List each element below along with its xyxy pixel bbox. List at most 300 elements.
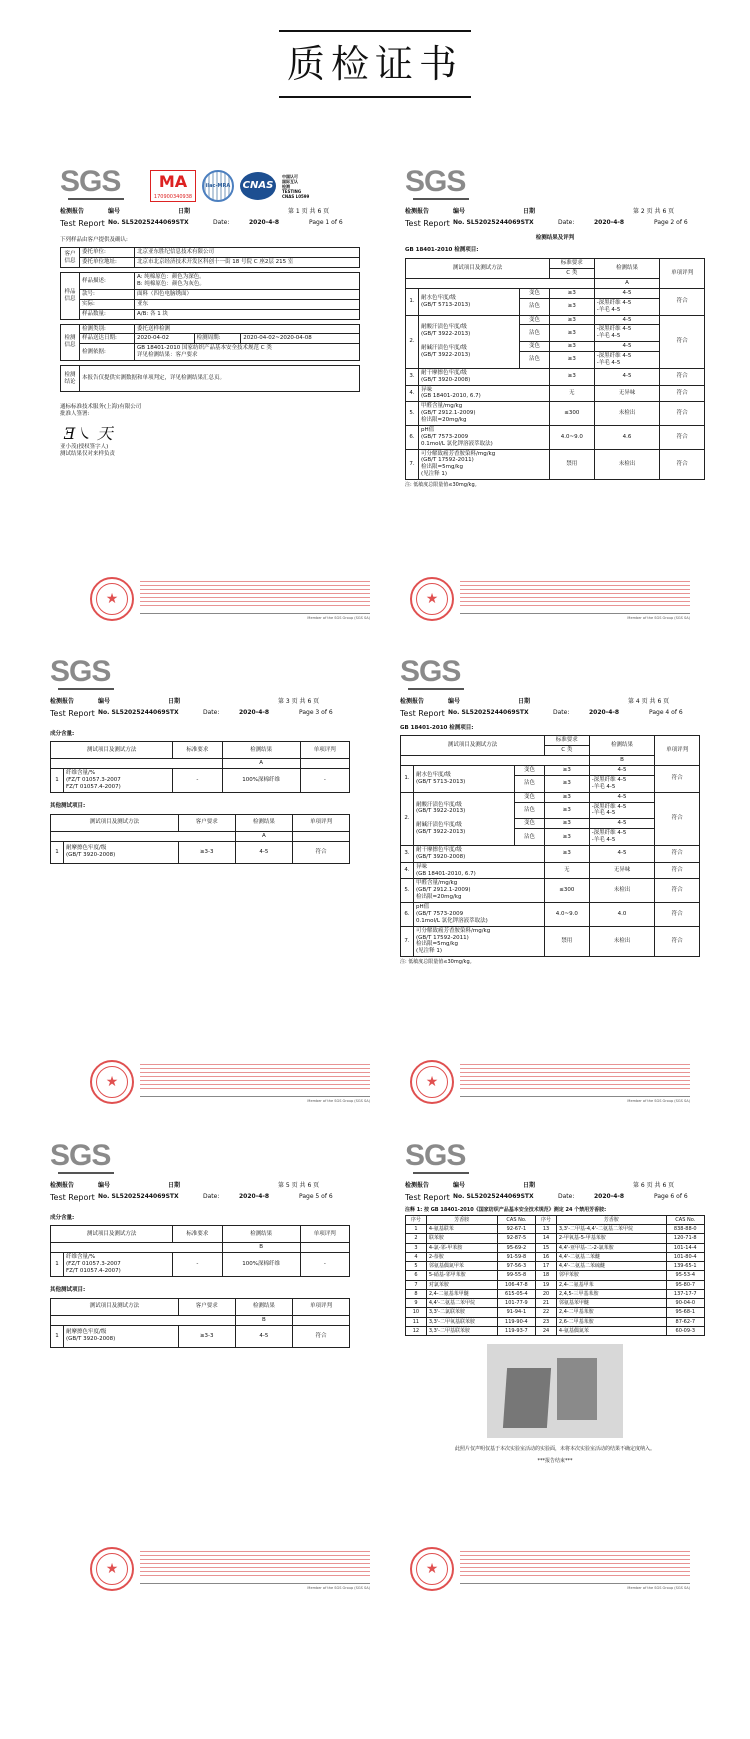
row-verdict: 符合	[292, 1325, 349, 1347]
sgs-logo: SGS	[50, 1139, 111, 1172]
col-client: 客户要求	[178, 1298, 235, 1315]
sgs-logo: SGS	[405, 165, 466, 198]
row-std: -	[173, 1253, 222, 1277]
row-no: 5.	[401, 879, 414, 903]
table-row	[406, 1289, 705, 1298]
row-no: 2.	[406, 315, 419, 368]
amine-cell: 4,4'-二氨基二苯甲烷	[426, 1299, 497, 1308]
row-result: 4.0	[589, 903, 655, 927]
row-verdict: 符合	[655, 845, 700, 862]
sub-name: 变色	[515, 792, 545, 802]
row-result: -深黑纤维 4-5 -羊毛 4-5	[589, 802, 655, 819]
row-no: 5.	[406, 402, 419, 426]
date-cn: 日期	[523, 1182, 536, 1189]
amine-cell: 13	[536, 1225, 557, 1234]
row-verdict: 符合	[660, 385, 705, 402]
page-cn: 第 2 页 共 6 页	[633, 208, 675, 215]
report-en: Test Report	[60, 218, 105, 228]
report-cn: 检测报告	[405, 208, 430, 215]
page-en: Page 3 of 6	[299, 708, 333, 716]
date-cn: 日期	[168, 1182, 181, 1189]
col-standard: 标准要求	[173, 1226, 222, 1243]
page-cn: 第 5 页 共 6 页	[278, 1182, 320, 1189]
col-name: 芳香胺	[426, 1215, 497, 1224]
conclusion-table	[60, 365, 360, 392]
sgs-stamp-footer	[400, 1058, 700, 1108]
row-item: 甲醛含量/mg/kg (GB/T 2912.1-2009) 检出限=20mg/kg	[414, 879, 545, 903]
report-cn: 检测报告	[405, 1182, 430, 1189]
page-en: Page 5 of 6	[299, 1192, 333, 1200]
date-cn: 日期	[178, 208, 191, 215]
date-value: 2020-4-8	[239, 708, 270, 716]
row-verdict: -	[300, 1253, 349, 1277]
row-item: 耐干摩擦色牢度/级 (GB/T 3920-2008)	[419, 368, 550, 385]
amine-cell: 101-14-4	[666, 1243, 704, 1252]
no-label: 编号	[98, 1182, 111, 1189]
page-en: Page 2 of 6	[654, 218, 688, 226]
amine-cell: 2,6-二甲基苯胺	[556, 1317, 666, 1326]
col-client: 客户要求	[178, 814, 235, 831]
page-en: Page 6 of 6	[654, 1192, 688, 1200]
group-label: 检测信息	[61, 324, 80, 361]
field-label: 实际:	[80, 299, 135, 309]
field-label: 样品描述:	[80, 273, 135, 290]
sgs-stamp-footer	[80, 575, 380, 625]
other-table	[50, 1298, 350, 1348]
amine-cell: 91-94-1	[497, 1308, 535, 1317]
member-text: Member of the SGS Group (SGS SA)	[307, 1099, 370, 1103]
amine-cell: 4,4'-二氨基二苯硫醚	[556, 1262, 666, 1271]
col-no: 序号	[536, 1215, 557, 1224]
amine-cell: 4-氯-邻-甲苯胺	[426, 1243, 497, 1252]
report-no: No. SL52025244069STX	[448, 708, 529, 716]
sgs-stamp-footer	[80, 1545, 380, 1595]
row-result: 未检出	[589, 879, 655, 903]
sub-name: 变色	[520, 315, 550, 325]
page-en: Page 1 of 6	[309, 218, 343, 226]
row-item: 耐水色牢度/级 (GB/T 5713-2013)	[414, 766, 515, 793]
sgs-stamp-footer	[400, 575, 700, 625]
amine-cell: 3,3'-二甲基联苯胺	[426, 1326, 497, 1335]
ma-logo: MA 170900340938	[150, 170, 196, 202]
page-title: 质检证书	[279, 30, 471, 98]
fabric-swatch-a	[503, 1368, 551, 1428]
amine-cell: 99-55-8	[497, 1271, 535, 1280]
table-row	[406, 1326, 705, 1335]
amine-cell: 119-93-7	[497, 1326, 535, 1335]
amine-cell: 15	[536, 1243, 557, 1252]
col-result: 检测结果	[235, 814, 292, 831]
report-cn: 检测报告	[60, 208, 85, 215]
amine-note: 注释 1: 按 GB 18401-2010《国家纺织产品基本安全技术规范》测定 24 个禁用芳香胺:	[405, 1206, 607, 1213]
cnas-logo: CNAS	[240, 172, 276, 200]
col-verdict: 单项评判	[300, 742, 349, 759]
report-end: ***报告结束***	[537, 1458, 573, 1465]
red-seal: ★	[90, 1547, 134, 1591]
col-verdict: 单项评判	[660, 259, 705, 289]
col-item: 测试项目及测试方法	[406, 259, 550, 279]
amine-cell: 19	[536, 1280, 557, 1289]
row-verdict: 符合	[655, 792, 700, 845]
no-label: 编号	[453, 208, 466, 215]
row-result: 4-5	[594, 288, 660, 298]
sample-id: A	[235, 831, 292, 841]
signer-note: 测试结果仅对来样负责	[60, 450, 116, 457]
amine-cell: 101-77-9	[497, 1299, 535, 1308]
row-verdict: 符合	[660, 402, 705, 426]
page-en: Page 4 of 6	[649, 708, 683, 716]
table-row	[406, 1252, 705, 1261]
sub-name: 沾色	[520, 352, 550, 369]
row-result: -深黑纤维 4-5 -羊毛 4-5	[594, 352, 660, 369]
amine-cell: 2-萘胺	[426, 1252, 497, 1261]
group-label: 样品信息	[61, 273, 80, 319]
no-label: 编号	[108, 208, 121, 215]
amine-cell: 22	[536, 1308, 557, 1317]
row-no: 1	[51, 1325, 64, 1347]
sub-name: 沾色	[520, 298, 550, 315]
amine-cell: 8	[406, 1289, 427, 1298]
field-label: 样品送达日期:	[80, 334, 135, 344]
row-result: 4-5	[589, 845, 655, 862]
row-verdict: 符合	[655, 766, 700, 793]
amine-cell: 7	[406, 1280, 427, 1289]
row-result: -深黑纤维 4-5 -羊毛 4-5	[589, 829, 655, 846]
fabric-swatch-b	[557, 1358, 597, 1420]
no-label: 编号	[453, 1182, 466, 1189]
sample-id: A	[594, 279, 660, 289]
table-row	[406, 1234, 705, 1243]
row-result: 无异味	[589, 862, 655, 879]
fine-print	[140, 1551, 370, 1577]
row-std: ≥3	[544, 819, 589, 829]
row-result: 未检出	[589, 926, 655, 957]
red-seal: ★	[410, 577, 454, 621]
amine-cell: 91-59-8	[497, 1252, 535, 1261]
row-result: 未检出	[594, 402, 660, 426]
sub-name: 变色	[515, 766, 545, 776]
amine-table	[405, 1215, 705, 1336]
table-row	[406, 1280, 705, 1289]
row-no: 6.	[406, 425, 419, 449]
red-seal: ★	[410, 1547, 454, 1591]
row-verdict: 符合	[655, 879, 700, 903]
date-cn: 日期	[523, 208, 536, 215]
report-no: No. SL52025244069STX	[453, 1192, 534, 1200]
amine-cell: 95-68-1	[666, 1308, 704, 1317]
sample-photo	[487, 1344, 623, 1438]
report-page-3	[50, 656, 350, 864]
table-row	[406, 1308, 705, 1317]
date-value: 2020-4-8	[249, 218, 280, 226]
red-seal: ★	[90, 577, 134, 621]
amine-cell: 90-04-0	[666, 1299, 704, 1308]
amine-cell: 2	[406, 1234, 427, 1243]
no-label: 编号	[98, 698, 111, 705]
amine-cell: 120-71-8	[666, 1234, 704, 1243]
col-name: 芳香胺	[556, 1215, 666, 1224]
sample-info-table	[60, 272, 360, 319]
col-item: 测试项目及测试方法	[51, 814, 179, 831]
amine-cell: 95-80-7	[666, 1280, 704, 1289]
sgs-logo: SGS	[400, 655, 461, 688]
col-cas: CAS No.	[666, 1215, 704, 1224]
row-std: ≥3	[544, 775, 589, 792]
row-result: 无异味	[594, 385, 660, 402]
row-verdict: 符合	[660, 315, 705, 368]
field-label: 委托单位地址:	[80, 258, 135, 268]
amine-cell: 95-69-2	[497, 1243, 535, 1252]
sgs-logo: SGS	[50, 655, 111, 688]
row-result: 4-5	[594, 368, 660, 385]
row-verdict: -	[300, 769, 349, 793]
row-verdict: 符合	[655, 926, 700, 957]
col-standard: 标准要求	[544, 736, 589, 746]
row-verdict: 符合	[660, 288, 705, 315]
row-result: -深黑纤维 4-5 -羊毛 4-5	[589, 775, 655, 792]
report-page-4	[400, 656, 700, 965]
page-cn: 第 1 页 共 6 页	[288, 208, 330, 215]
amine-cell: 2,4-二氨基苯甲醚	[426, 1289, 497, 1298]
amine-cell: 5-硝基-邻甲苯胺	[426, 1271, 497, 1280]
row-item: 异味 (GB 18401-2010, 6.7)	[414, 862, 545, 879]
report-en: Test Report	[400, 708, 445, 718]
report-no: No. SL52025244069STX	[108, 218, 189, 226]
row-result: 4-5	[589, 766, 655, 776]
row-item: 纤维含量/% (FZ/T 01057.3-2007 FZ/T 01057.4-2007)	[64, 769, 173, 793]
sgs-logo: SGS	[60, 165, 121, 198]
date-cn: 日期	[168, 698, 181, 705]
row-item: 甲醛含量/mg/kg (GB/T 2912.1-2009) 检出限=20mg/kg	[419, 402, 550, 426]
row-std: ≥3	[549, 342, 594, 352]
sub-name: 沾色	[515, 775, 545, 792]
row-verdict: 符合	[660, 449, 705, 480]
row-no: 1.	[401, 766, 414, 793]
date-value: 2020-4-8	[594, 1192, 625, 1200]
member-text: Member of the SGS Group (SGS SA)	[627, 1586, 690, 1590]
row-std: ≥3	[549, 325, 594, 342]
amine-cell: 20	[536, 1289, 557, 1298]
results-table	[405, 258, 705, 480]
sgs-underline	[408, 688, 464, 690]
amine-cell: 119-90-4	[497, 1317, 535, 1326]
col-verdict: 单项评判	[292, 814, 349, 831]
ilac-logo: ilac-MRA	[202, 170, 234, 202]
amine-cell: 对氯苯胺	[426, 1280, 497, 1289]
signer-name: 亚小茂(授权签字人)	[60, 443, 109, 450]
sgs-stamp-footer	[400, 1545, 700, 1595]
field-value: 北京市北京经济技术开发区科创十一街 18 号院 C 座2层 215 室	[135, 258, 360, 268]
amine-cell: 4,4'-二氨基二苯醚	[556, 1252, 666, 1261]
page-cn: 第 3 页 共 6 页	[278, 698, 320, 705]
fiber-table	[50, 1225, 350, 1277]
report-en: Test Report	[405, 218, 450, 228]
row-verdict: 符合	[292, 841, 349, 863]
row-item: 可分解致癌芳香胺染料/mg/kg (GB/T 17592-2011) 检出限=5mg/kg (见注释 1)	[414, 926, 545, 957]
sgs-logo: SGS	[405, 1139, 466, 1172]
amine-cell: 2-甲氧基-5-甲基苯胺	[556, 1234, 666, 1243]
intro-text: 下列样品由客户提供及确认:	[60, 236, 128, 243]
row-item: 耐酸汗渍色牢度/级 (GB/T 3922-2013) 耐碱汗渍色牢度/级 (GB/T 3922-2013)	[419, 315, 520, 368]
row-no: 1	[51, 1253, 64, 1277]
amine-cell: 139-65-1	[666, 1262, 704, 1271]
amine-cell: 87-62-7	[666, 1317, 704, 1326]
amine-cell: 101-80-4	[666, 1252, 704, 1261]
row-std: 4.0~9.0	[549, 425, 594, 449]
amine-cell: 3,3'-二甲氧基联苯胺	[426, 1317, 497, 1326]
date-value: 2020-4-8	[589, 708, 620, 716]
date-label: Date:	[558, 218, 575, 226]
table-row	[406, 1243, 705, 1252]
row-no: 4.	[406, 385, 419, 402]
report-page-2	[405, 166, 705, 488]
col-standard: 标准要求	[173, 742, 222, 759]
row-verdict: 符合	[655, 903, 700, 927]
amine-cell: 2,4-二甲基苯胺	[556, 1308, 666, 1317]
section-fiber: 成分含量:	[50, 730, 75, 737]
report-cn: 检测报告	[400, 698, 425, 705]
sub-name: 沾色	[515, 829, 545, 846]
sub-name: 变色	[520, 288, 550, 298]
row-no: 1	[51, 769, 64, 793]
row-std: ≥3-3	[178, 1325, 235, 1347]
section-fiber: 成分含量:	[50, 1214, 75, 1221]
report-en: Test Report	[50, 1192, 95, 1202]
col-verdict: 单项评判	[300, 1226, 349, 1243]
row-std: ≥3	[549, 315, 594, 325]
date-value: 2020-4-8	[594, 218, 625, 226]
report-cn: 检测报告	[50, 1182, 75, 1189]
member-text: Member of the SGS Group (SGS SA)	[307, 1586, 370, 1590]
amine-cell: 16	[536, 1252, 557, 1261]
sgs-underline	[68, 198, 124, 200]
sample-id: A	[222, 759, 300, 769]
field-value: 北京亚东胜纪信息技术有限公司	[135, 248, 360, 258]
row-std: ≤300	[544, 879, 589, 903]
row-std: ≥3	[544, 792, 589, 802]
client-info-table	[60, 247, 360, 268]
field-value: A/B: 各 1 块	[135, 309, 360, 319]
col-item: 测试项目及测试方法	[401, 736, 545, 756]
sub-name: 变色	[515, 819, 545, 829]
report-page-1	[60, 166, 360, 458]
amine-cell: 5	[406, 1262, 427, 1271]
field-label: 检测类别:	[80, 324, 135, 334]
date-label: Date:	[558, 1192, 575, 1200]
row-no: 1	[51, 841, 64, 863]
sample-id: B	[222, 1243, 300, 1253]
date-label: Date:	[553, 708, 570, 716]
section-other: 其他测试项目:	[50, 1286, 86, 1293]
report-no: No. SL52025244069STX	[453, 218, 534, 226]
row-result: 4-5	[594, 315, 660, 325]
table-row	[406, 1317, 705, 1326]
row-no: 7.	[401, 926, 414, 957]
row-std: 无	[544, 862, 589, 879]
col-item: 测试项目及测试方法	[51, 742, 173, 759]
row-item: pH值 (GB/T 7573-2009 0.1mol/L 氯化钾溶液萃取法)	[414, 903, 545, 927]
fine-print	[460, 1064, 690, 1090]
col-result: 检测结果	[222, 742, 300, 759]
field-label: 委托单位:	[80, 248, 135, 258]
row-no: 7.	[406, 449, 419, 480]
amine-cell: 2,4-二氨基甲苯	[556, 1280, 666, 1289]
sgs-stamp-footer	[80, 1058, 380, 1108]
table-row	[406, 1225, 705, 1234]
amine-cell: 4-氨基偶氮苯	[556, 1326, 666, 1335]
amine-cell: 邻甲苯胺	[556, 1271, 666, 1280]
field-value: 2020-04-02~2020-04-08	[241, 334, 360, 344]
fine-print	[460, 581, 690, 607]
table-row	[406, 1271, 705, 1280]
amine-cell: 95-53-4	[666, 1271, 704, 1280]
row-item: 耐酸汗渍色牢度/级 (GB/T 3922-2013) 耐碱汗渍色牢度/级 (GB/T 3922-2013)	[414, 792, 515, 845]
amine-cell: 邻氨基偶氮甲苯	[426, 1262, 497, 1271]
row-no: 3.	[406, 368, 419, 385]
other-table	[50, 814, 350, 864]
field-value: 亚东	[135, 299, 360, 309]
field-label: 样品数量:	[80, 309, 135, 319]
page-cn: 第 6 页 共 6 页	[633, 1182, 675, 1189]
member-text: Member of the SGS Group (SGS SA)	[627, 1099, 690, 1103]
amine-cell: 11	[406, 1317, 427, 1326]
amine-cell: 12	[406, 1326, 427, 1335]
category: C 类	[544, 746, 589, 756]
sub-name: 变色	[520, 342, 550, 352]
row-std: ≤300	[549, 402, 594, 426]
row-no: 4.	[401, 862, 414, 879]
row-verdict: 符合	[660, 368, 705, 385]
row-item: 耐水色牢度/级 (GB/T 5713-2013)	[419, 288, 520, 315]
red-seal: ★	[410, 1060, 454, 1104]
sub-name: 沾色	[520, 325, 550, 342]
report-en: Test Report	[50, 708, 95, 718]
amine-cell: 1	[406, 1225, 427, 1234]
std-heading: GB 18401-2010 检测项目:	[400, 724, 474, 731]
row-std: ≥3	[549, 352, 594, 369]
amine-cell: 97-56-3	[497, 1262, 535, 1271]
amine-cell: 92-67-1	[497, 1225, 535, 1234]
page-title-wrap	[0, 30, 750, 98]
member-text: Member of the SGS Group (SGS SA)	[307, 616, 370, 620]
row-item: 耐摩擦色牢度/级 (GB/T 3920-2008)	[64, 841, 179, 863]
row-std: ≥3	[544, 845, 589, 862]
col-result: 检测结果	[589, 736, 655, 756]
row-std: ≥3	[544, 802, 589, 819]
col-item: 测试项目及测试方法	[51, 1298, 179, 1315]
row-result: -深黑纤维 4-5 -羊毛 4-5	[594, 325, 660, 342]
amine-cell: 137-17-7	[666, 1289, 704, 1298]
amine-cell: 23	[536, 1317, 557, 1326]
row-std: 无	[549, 385, 594, 402]
sgs-underline	[413, 1172, 469, 1174]
amine-cell: 838-88-0	[666, 1225, 704, 1234]
category: C 类	[549, 269, 594, 279]
col-verdict: 单项评判	[655, 736, 700, 766]
row-std: ≥3	[549, 288, 594, 298]
field-value: 2020-04-02	[135, 334, 195, 344]
amine-cell: 2,4,5-三甲基苯胺	[556, 1289, 666, 1298]
date-value: 2020-4-8	[239, 1192, 270, 1200]
sub-name: 沾色	[515, 802, 545, 819]
row-result: 4-5	[235, 1325, 292, 1347]
amine-cell: 邻氨基苯甲醚	[556, 1299, 666, 1308]
date-label: Date:	[203, 1192, 220, 1200]
row-no: 6.	[401, 903, 414, 927]
amine-cell: 24	[536, 1326, 557, 1335]
report-cn: 检测报告	[50, 698, 75, 705]
fine-print	[460, 1551, 690, 1577]
